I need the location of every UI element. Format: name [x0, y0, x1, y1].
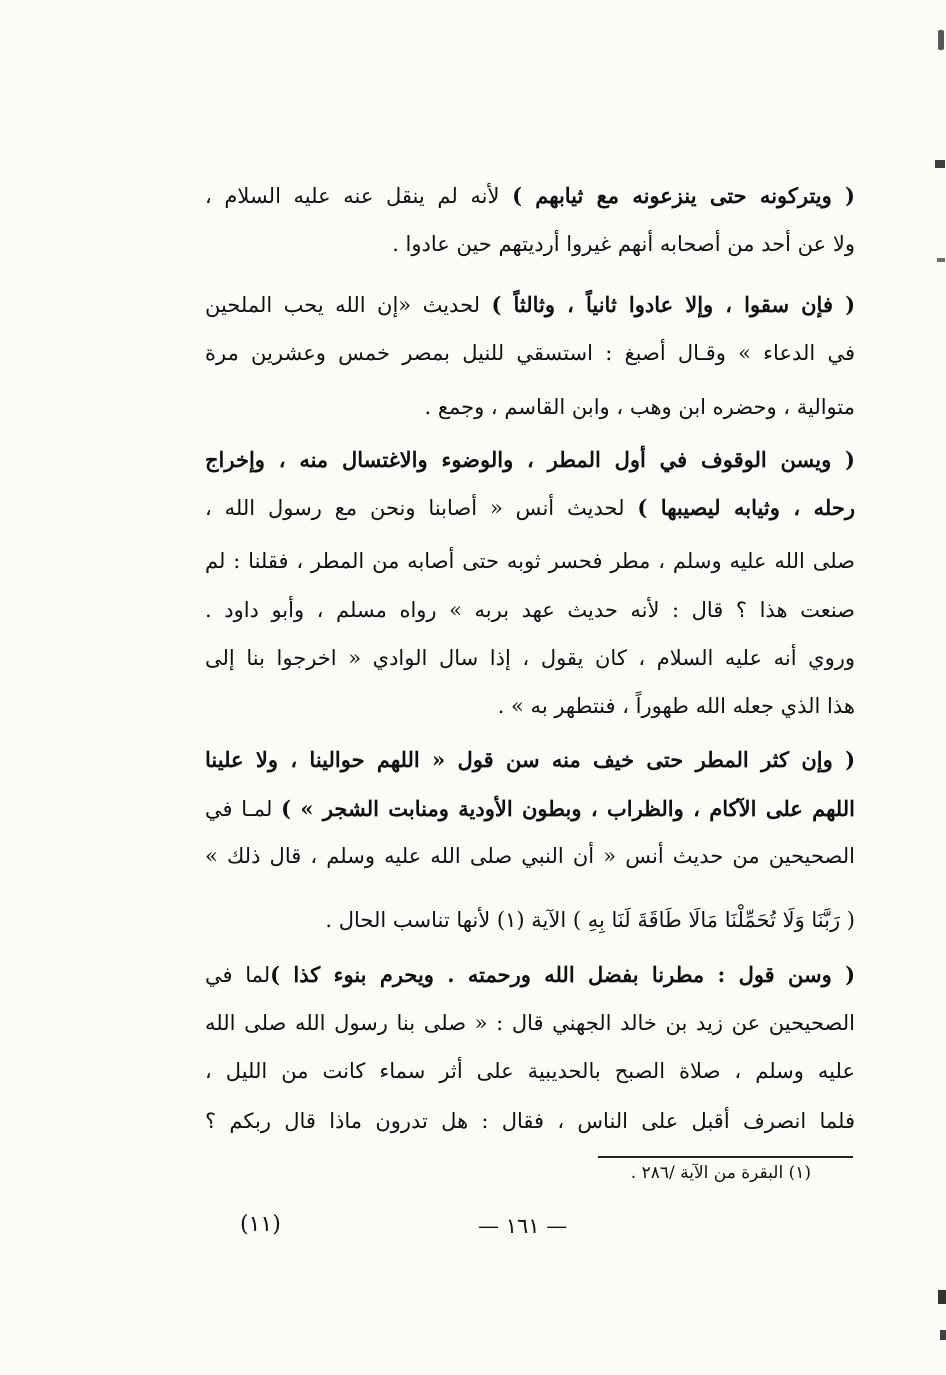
text-line: في الدعاء » وقـال أصبغ : استسقي للنيل بمصر خمس وعشرين مرة — [205, 341, 855, 365]
text-line: ( فإن سقوا ، وإلا عادوا ثانياً ، وثالثاً ) لحديث «إن الله يحب الملحين — [205, 292, 855, 317]
text-line: ( ويسن الوقوف في أول المطر ، والوضوء والاغتسال منه ، وإخراج — [205, 447, 855, 472]
text-line: ( ويتركونه حتى ينزعونه مع ثيابهم ) لأنه لم ينقل عنه عليه السلام ، — [205, 183, 855, 208]
text-line: رحله ، وثيابه ليصيبها ) لحديث أنس « أصابنا ونحن مع رسول الله ، — [205, 495, 855, 520]
signature-mark: (١١) — [240, 1212, 281, 1237]
text-line: فلما انصرف أقبل على الناس ، فقال : هل تدرون ماذا قال ربكم ؟ — [205, 1109, 855, 1133]
text-line: ولا عن أحد من أصحابه أنهم غيروا أرديتهم حين عادوا . — [392, 232, 855, 256]
scan-artifact — [935, 160, 945, 168]
page-number: — ١٦١ — — [478, 1214, 568, 1238]
text-line: ( وإن كثر المطر حتى خيف منه سن قول « اللهم حوالينا ، ولا علينا — [205, 747, 855, 772]
text-line: وروي أنه عليه السلام ، كان يقول ، إذا سال الوادي « اخرجوا بنا إلى — [205, 646, 855, 670]
text-line: عليه وسلم ، صلاة الصبح بالحديبية على أثر سماء كانت من الليل ، — [205, 1059, 855, 1083]
text-line: متوالية ، وحضره ابن وهب ، وابن القاسم ، وجمع . — [424, 395, 855, 419]
quran-verse-line: ( رَبَّنَا وَلَا تُحَمِّلْنَا مَالَا طَاقَةَ لَنَا بِهِ ) الآية (١) لأنها تناسب الحال . — [325, 908, 855, 932]
footnote: (١) البقرة من الآية /٢٨٦ . — [630, 1163, 811, 1183]
text-line: ( وسن قول : مطرنا بفضل الله ورحمته . ويحرم بنوء كذا )لما في — [205, 962, 855, 987]
body-text — [205, 0, 855, 1150]
scan-artifact — [940, 1330, 946, 1340]
scan-artifact — [937, 258, 945, 262]
text-line: الصحيحين عن زيد بن خالد الجهني قال : « صلى بنا رسول الله صلى الله — [205, 1011, 855, 1035]
scan-artifact — [938, 30, 944, 50]
text-line: هذا الذي جعله الله طهوراً ، فنتطهر به » . — [497, 694, 855, 718]
text-line: صلى الله عليه وسلم ، مطر فحسر ثوبه حتى أصابه من المطر ، فقلنا : لم — [205, 549, 855, 573]
text-line: اللهم على الآكام ، والظراب ، وبطون الأودية ومنابت الشجر » ) لمـا في — [205, 796, 855, 821]
text-line: الصحيحين من حديث أنس « أن النبي صلى الله عليه وسلم ، قال ذلك » — [205, 844, 855, 868]
footnote-divider — [598, 1156, 853, 1158]
scan-artifact — [938, 1290, 946, 1304]
text-line: صنعت هذا ؟ قال : لأنه حديث عهد بربه » رواه مسلم ، وأبو داود . — [205, 598, 855, 622]
